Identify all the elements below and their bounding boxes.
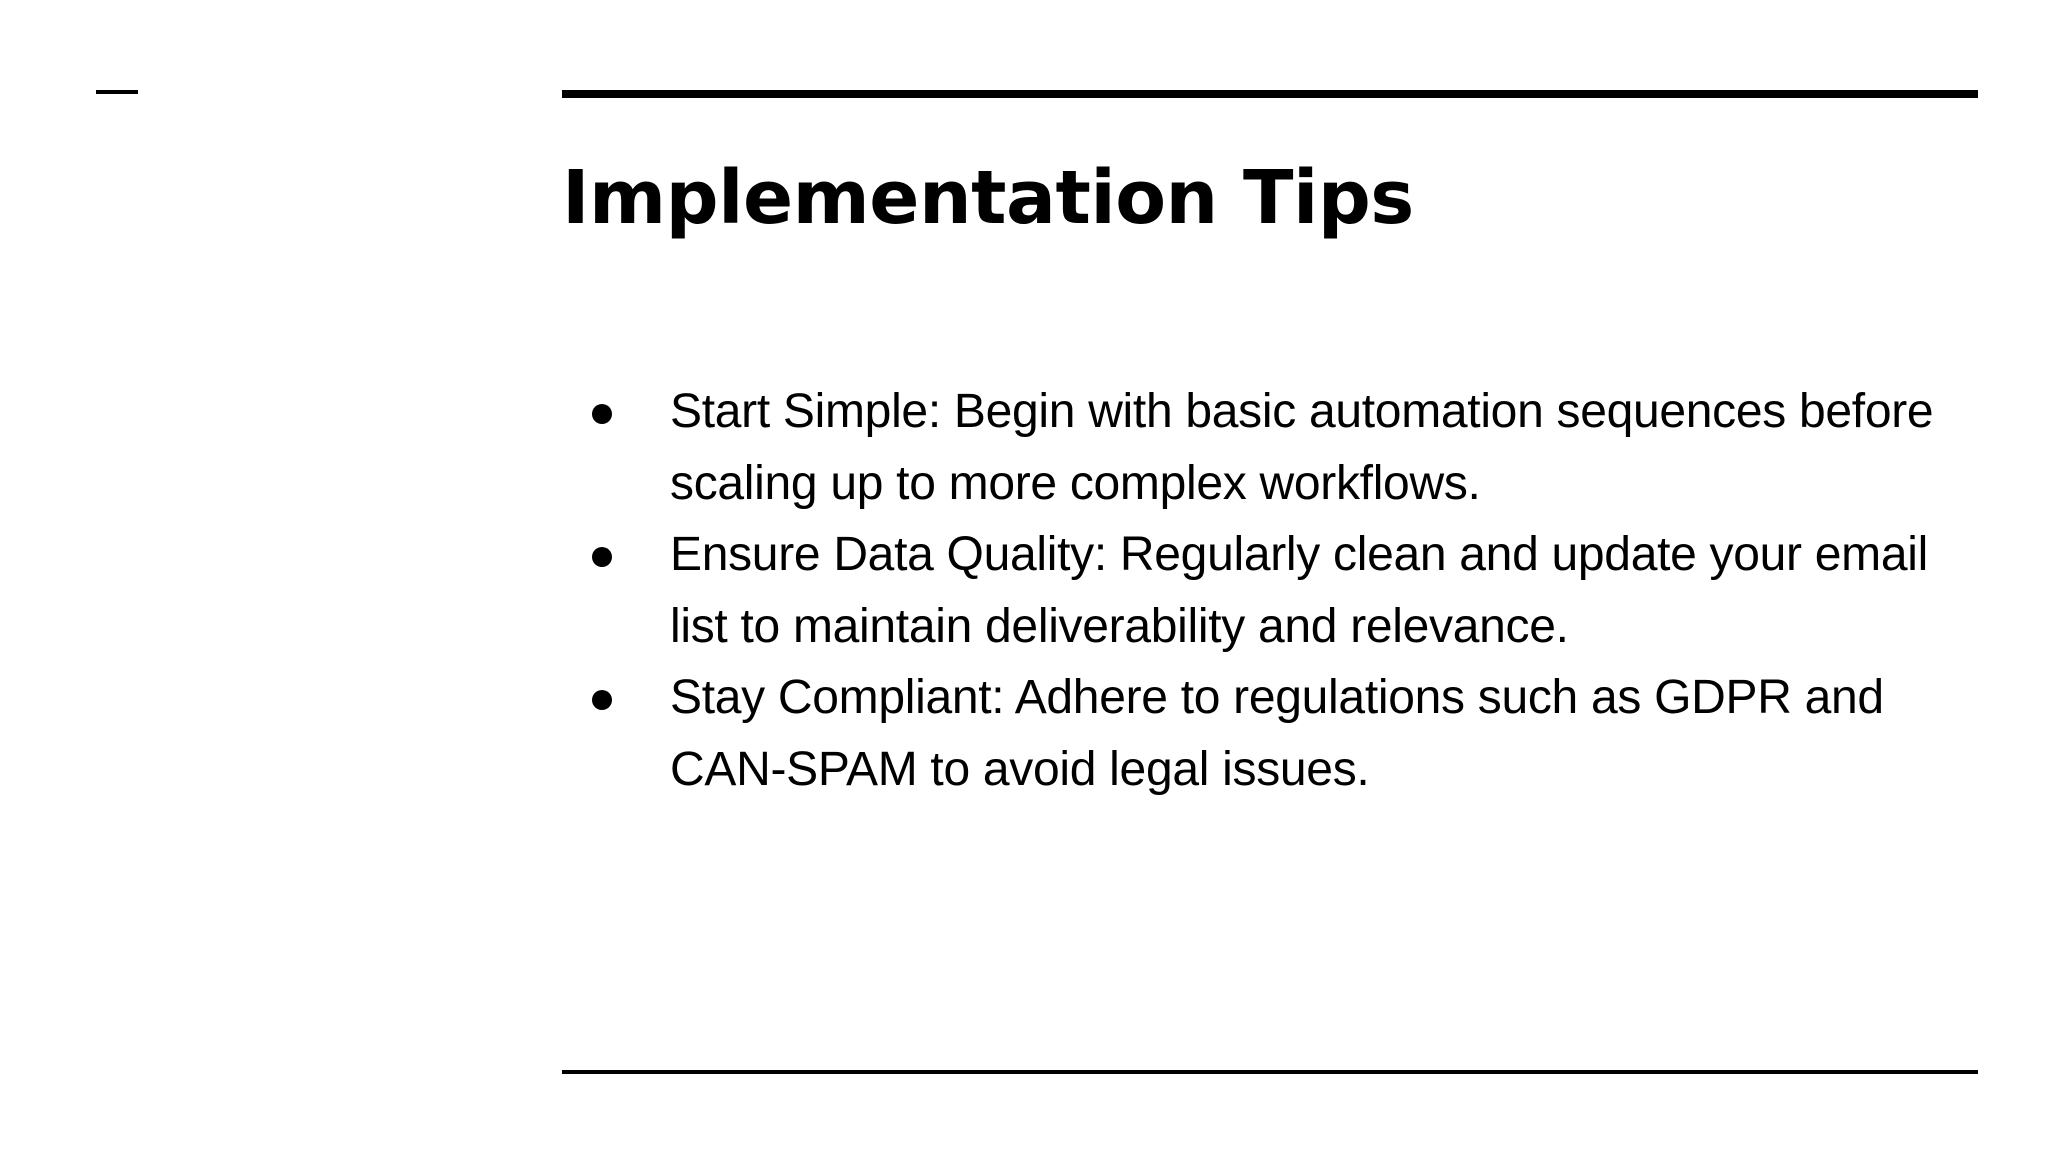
bullet-dot-icon: [592, 404, 612, 424]
list-item: [562, 519, 1962, 662]
list-item: [562, 662, 1962, 805]
bullet-dot-icon: [592, 690, 612, 710]
bullet-text: Ensure Data Quality: Regularly clean and update your email list to maintain deliverability and relevance.: [670, 528, 1928, 653]
bullet-list: [562, 376, 1962, 805]
top-divider: [562, 90, 1978, 98]
slide-title: Implementation Tips: [562, 155, 1414, 241]
bullet-dot-icon: [592, 547, 612, 567]
bottom-divider: [562, 1070, 1978, 1074]
corner-dash-decoration: [96, 90, 138, 94]
list-item: [562, 376, 1962, 519]
bullet-text: Start Simple: Begin with basic automation sequences before scaling up to more complex workflows.: [670, 385, 1934, 510]
bullet-text: Stay Compliant: Adhere to regulations such as GDPR and CAN-SPAM to avoid legal issues.: [670, 671, 1884, 796]
